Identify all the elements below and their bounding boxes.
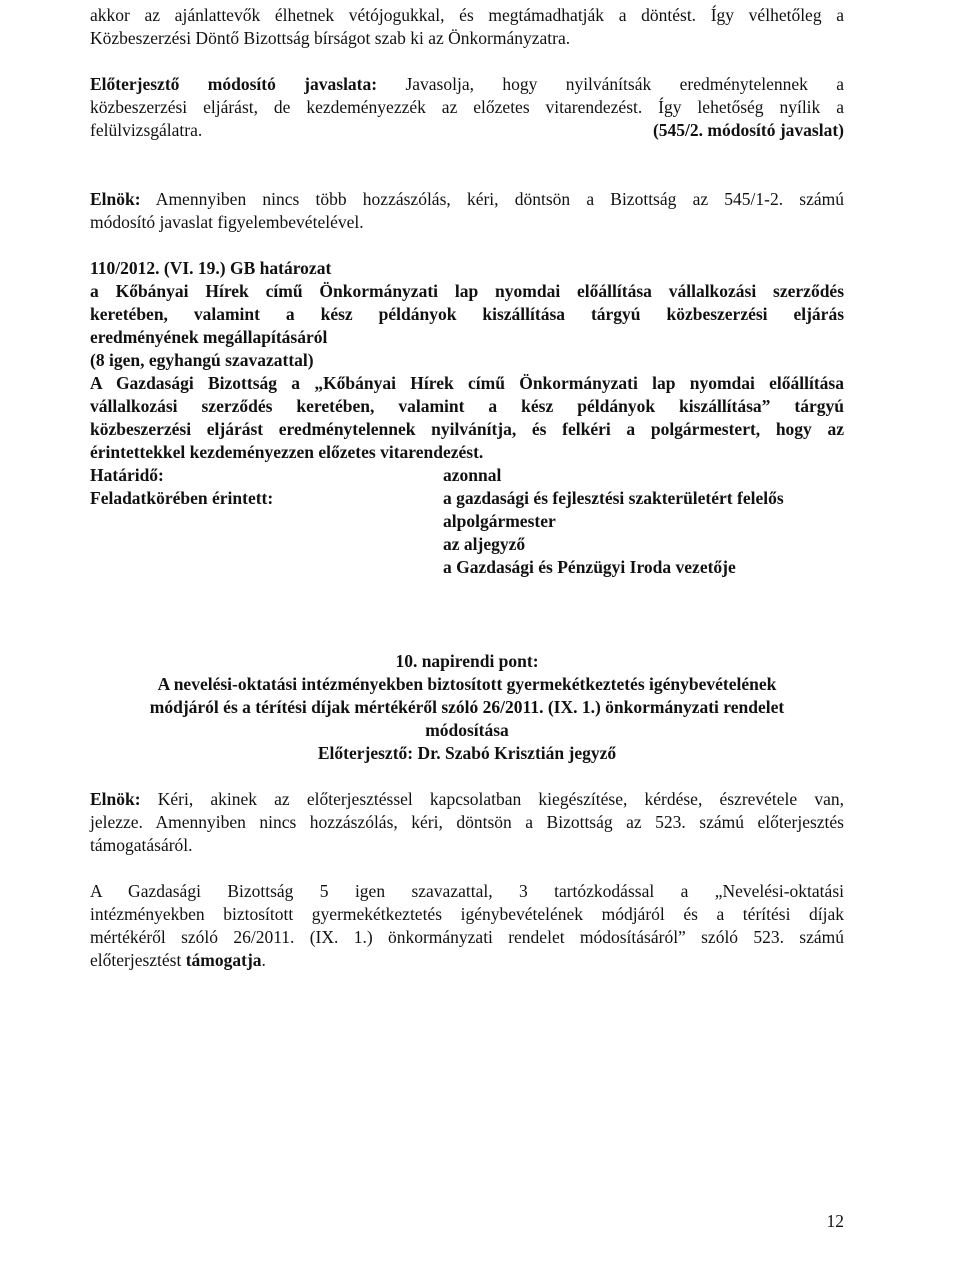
resolution-body-line: érintettekkel kezdeményezzen előzetes vitarendezést. <box>90 442 484 462</box>
page-number: 12 <box>826 1211 844 1231</box>
paragraph-intro <box>90 4 844 50</box>
responsible-label: Feladatkörében érintett: <box>90 488 274 508</box>
text-fragment: . <box>261 950 266 970</box>
text-fragment: előterjesztést <box>90 950 186 970</box>
agenda-presenter: Előterjesztő: Dr. Szabó Krisztián jegyző <box>317 743 617 763</box>
text-line: intézményekben biztosított gyermekétkeztetés igénybevételének módjáról és a térítési díjak <box>90 904 844 924</box>
text-line: A Gazdasági Bizottság 5 igen szavazattal, 3 tartózkodással a „Nevelési-oktatási <box>90 881 844 901</box>
resolution-body-line: vállalkozási szerződés keretében, valamint a kész példányok kiszállítása” tárgyú <box>90 396 844 416</box>
resolution-vote: (8 igen, egyhangú szavazattal) <box>90 350 314 370</box>
resolution-subject-line: a Kőbányai Hírek című Önkormányzati lap nyomdai előállítása vállalkozási szerződés <box>90 281 844 301</box>
paragraph-decision <box>90 880 844 972</box>
deadline-row <box>90 464 844 487</box>
text-line: akkor az ajánlattevők élhetnek vétójogukkal, és megtámadhatják a döntést. Így vélhetőleg a <box>90 5 844 25</box>
paragraph-chair <box>90 188 844 234</box>
text-line <box>90 73 844 96</box>
resolution-body-line: közbeszerzési eljárást eredménytelennek nyilvánítja, és felkéri a polgármestert, hogy az <box>90 419 844 439</box>
agenda-title-line: A nevelési-oktatási intézményekben biztosított gyermekétkeztetés igénybevételének <box>157 674 777 694</box>
text-fragment: Javasolja, hogy nyilvánítsák eredménytelennek a <box>377 74 844 94</box>
text-line: támogatásáról. <box>90 835 193 855</box>
agenda-title-line: módosítása <box>425 720 509 740</box>
text-line: közbeszerzési eljárást, de kezdeményezzék az előzetes vitarendezést. Így lehetőség nyílik a <box>90 97 844 117</box>
resolution-subject-line: keretében, valamint a kész példányok kiszállítása tárgyú közbeszerzési eljárás <box>90 304 844 324</box>
text-line: mértékéről szóló 26/2011. (IX. 1.) önkormányzati rendelet módosításáról” szóló 523. számú <box>90 927 844 947</box>
paragraph-chair-2 <box>90 788 844 857</box>
chair-label: Elnök: <box>90 189 141 209</box>
agenda-heading: 10. napirendi pont: <box>395 651 539 671</box>
text-fragment: felülvizsgálatra. <box>90 120 203 140</box>
text-fragment: Kéri, akinek az előterjesztéssel kapcsolatban kiegészítése, kérdése, észrevétele van, <box>140 789 844 809</box>
resolution-subject-line: eredményének megállapításáról <box>90 327 328 347</box>
agenda-title-line: módjáról és a térítési díjak mértékéről szóló 26/2011. (IX. 1.) önkormányzati rendelet <box>149 697 785 717</box>
responsible-value: a Gazdasági és Pénzügyi Iroda vezetője <box>443 557 736 577</box>
document-page <box>90 0 844 1286</box>
deadline-label: Határidő: <box>90 465 164 485</box>
responsible-value: az aljegyző <box>443 534 526 554</box>
text-fragment: Amennyiben nincs több hozzászólás, kéri, döntsön a Bizottság az 545/1-2. számú <box>140 189 844 209</box>
decision-verb: támogatja <box>185 950 262 970</box>
text-line: jelezze. Amennyiben nincs hozzászólás, kéri, döntsön a Bizottság az 523. számú előterjesztés <box>90 812 844 832</box>
resolution-block <box>90 257 844 464</box>
agenda-block <box>90 650 844 765</box>
text-line <box>90 788 844 811</box>
amendment-label: Előterjesztő módosító javaslata: <box>90 74 378 94</box>
paragraph-amendment <box>90 73 844 142</box>
text-line: Közbeszerzési Döntő Bizottság bírságot szab ki az Önkormányzatra. <box>90 28 571 48</box>
responsible-value: a gazdasági és fejlesztési szakterületért felelős <box>443 488 784 508</box>
deadline-value: azonnal <box>443 465 502 485</box>
amendment-reference: (545/2. módosító javaslat) <box>652 120 844 140</box>
text-line: módosító javaslat figyelembevételével. <box>90 212 364 232</box>
text-line <box>90 949 844 972</box>
responsible-value: alpolgármester <box>443 511 556 531</box>
resolution-number: 110/2012. (VI. 19.) GB határozat <box>90 258 332 278</box>
text-line <box>90 119 844 142</box>
responsible-row <box>90 487 844 579</box>
resolution-body-line: A Gazdasági Bizottság a „Kőbányai Hírek című Önkormányzati lap nyomdai előállítása <box>90 373 844 393</box>
chair-label: Elnök: <box>90 789 141 809</box>
text-line <box>90 188 844 211</box>
